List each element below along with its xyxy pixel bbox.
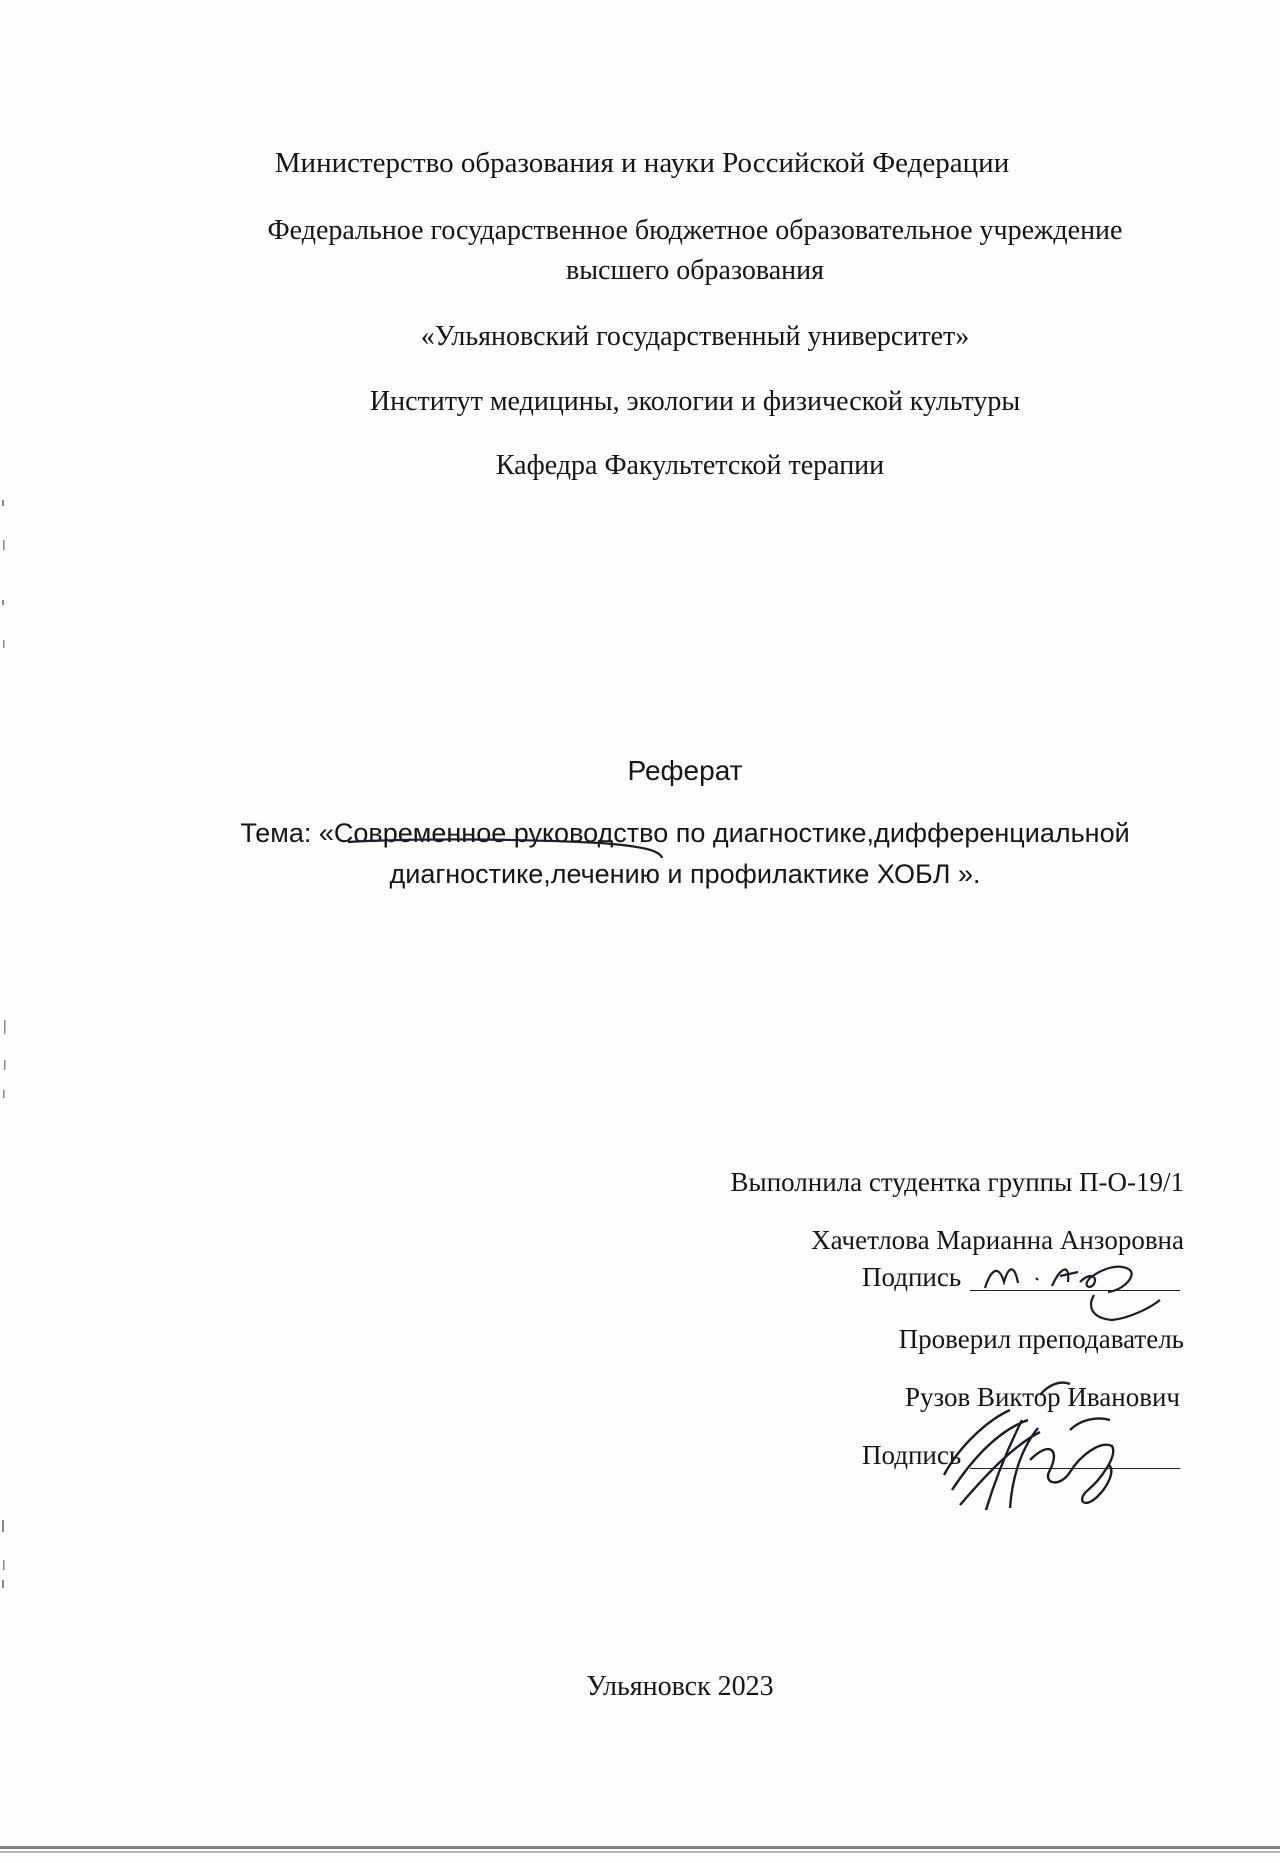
student-signature-line — [970, 1290, 1180, 1291]
checked-by-line: Проверил преподаватель — [898, 1324, 1184, 1354]
topic-line-1: Тема: «Современное руководство по диагностике,дифференциальной — [240, 818, 1130, 848]
ministry-heading: Министерство образования и науки Российской Федерации — [274, 147, 1010, 179]
city-year: Ульяновск 2023 — [586, 1671, 774, 1702]
student-signature-mark — [985, 1267, 1160, 1320]
institute-name: Институт медицины, экологии и физической культуры — [369, 386, 1021, 417]
federal-institution-line: Федеральное государственное бюджетное образовательное учреждение — [267, 215, 1123, 246]
topic-line-2: диагностике,лечению и профилактике ХОБЛ ». — [389, 859, 981, 889]
department-name: Кафедра Факультетской терапии — [495, 450, 885, 481]
scan-specks — [2, 500, 6, 1588]
done-by-line: Выполнила студентка группы П-О-19/1 — [730, 1167, 1184, 1197]
student-signature-label: Подпись — [862, 1262, 962, 1292]
teacher-signature-label: Подпись — [862, 1440, 962, 1470]
student-name: Хачетлова Марианна Анзоровна — [811, 1225, 1184, 1255]
teacher-name: Рузов Виктор Иванович — [904, 1382, 1180, 1412]
university-name: «Ульяновский государственный университет» — [420, 321, 970, 352]
higher-education-line: высшего образования — [566, 255, 824, 286]
document-type-title: Реферат — [627, 755, 743, 786]
teacher-signature-line — [970, 1468, 1180, 1469]
scanner-bottom-edge — [0, 1846, 1280, 1853]
